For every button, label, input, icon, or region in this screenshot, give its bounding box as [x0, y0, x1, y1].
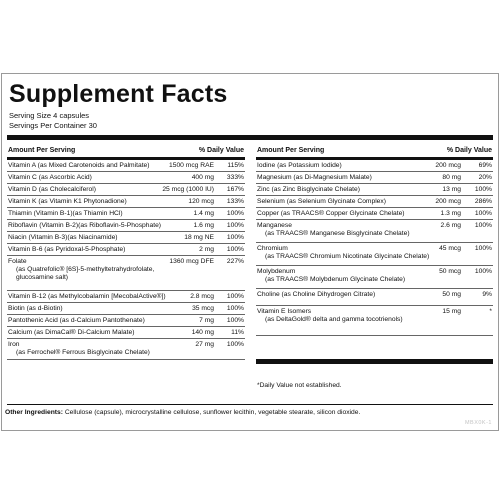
nutrient-daily-value: 100%	[226, 210, 244, 217]
nutrient-amount: 200 mcg	[435, 162, 461, 169]
other-ingredients-label: Other Ingredients:	[5, 409, 63, 416]
nutrient-name: Vitamin D (as Cholecalciferol)	[8, 186, 96, 193]
nutrient-amount: 1360 mcg DFE	[169, 258, 214, 265]
nutrient-row	[256, 208, 493, 220]
nutrient-daily-value: 100%	[226, 317, 244, 324]
nutrient-row	[7, 172, 245, 184]
nutrient-name: Vitamin E Isomers	[257, 308, 312, 315]
nutrient-row	[7, 256, 245, 291]
nutrient-name: Magnesium (as Di-Magnesium Malate)	[257, 174, 372, 181]
nutrient-daily-value: 9%	[482, 291, 492, 298]
daily-value-heading: % Daily Value	[446, 147, 492, 154]
nutrient-source: (as TRAACS® Chromium Nicotinate Glycinate Chelate)	[265, 253, 430, 260]
nutrient-row	[7, 160, 245, 172]
other-ingredients	[5, 409, 360, 416]
nutrient-name: Folate	[8, 258, 27, 265]
nutrient-name: Molybdenum	[257, 268, 296, 275]
nutrient-row	[7, 196, 245, 208]
nutrient-name: Iodine (as Potassium Iodide)	[257, 162, 342, 169]
nutrient-amount: 2 mg	[199, 246, 214, 253]
nutrient-name: Vitamin B-6 (as Pyridoxal-5-Phosphate)	[8, 246, 126, 253]
nutrient-name: Copper (as TRAACS® Copper Glycinate Chelate)	[257, 210, 405, 217]
nutrient-source: (as Quatrefolic® [6S]-5-methyltetrahydrofolate,	[16, 266, 155, 273]
nutrient-row	[256, 160, 493, 172]
nutrient-row	[7, 303, 245, 315]
nutrient-daily-value: 100%	[226, 305, 244, 312]
servings-per-container: Servings Per Container 30	[9, 121, 97, 130]
nutrient-name: Vitamin C (as Ascorbic Acid)	[8, 174, 92, 181]
nutrient-daily-value: 333%	[226, 174, 244, 181]
nutrient-name: Selenium (as Selenium Glycinate Complex)	[257, 198, 386, 205]
nutrient-amount: 120 mcg	[188, 198, 214, 205]
nutrient-amount: 140 mg	[191, 329, 214, 336]
nutrient-name: Iron	[8, 341, 20, 348]
nutrient-amount: 50 mcg	[439, 268, 461, 275]
nutrient-daily-value: 100%	[474, 186, 492, 193]
nutrient-row	[256, 196, 493, 208]
nutrient-daily-value: 100%	[226, 341, 244, 348]
nutrient-name: Chromium	[257, 245, 288, 252]
nutrient-amount: 18 mg NE	[184, 234, 214, 241]
other-ingredients-text: Cellulose (capsule), microcrystalline cellulose, sunflower lecithin, vegetable stearate, silicon dioxide.	[62, 409, 361, 416]
amount-per-serving-heading: Amount Per Serving	[257, 147, 325, 154]
nutrient-row	[7, 208, 245, 220]
panel-title: Supplement Facts	[9, 80, 228, 108]
nutrient-daily-value: 286%	[474, 198, 492, 205]
nutrient-name: Vitamin K (as Vitamin K1 Phytonadione)	[8, 198, 127, 205]
nutrient-amount: 1.3 mg	[440, 210, 461, 217]
nutrient-daily-value: 100%	[474, 210, 492, 217]
nutrient-daily-value: *	[489, 308, 492, 315]
nutrient-row	[7, 327, 245, 339]
nutrient-row	[7, 291, 245, 303]
nutrient-amount: 400 mg	[191, 174, 214, 181]
nutrient-source: (as TRAACS® Manganese Bisglycinate Chelate)	[265, 230, 410, 237]
nutrient-row	[256, 220, 493, 243]
nutrient-row	[7, 339, 245, 360]
nutrient-name: Pantothenic Acid (as d-Calcium Pantothenate)	[8, 317, 145, 324]
nutrient-amount: 200 mcg	[435, 198, 461, 205]
right-black-bar	[256, 359, 493, 364]
nutrient-daily-value: 133%	[226, 198, 244, 205]
nutrient-daily-value: 167%	[226, 186, 244, 193]
serving-size: Serving Size 4 capsules	[9, 111, 90, 120]
nutrient-row	[7, 315, 245, 327]
nutrient-daily-value: 100%	[474, 222, 492, 229]
nutrient-name: Thiamin (Vitamin B-1)(as Thiamin HCl)	[8, 210, 123, 217]
nutrient-amount: 1.6 mg	[193, 222, 214, 229]
nutrient-row	[256, 306, 493, 336]
nutrient-amount: 7 mg	[199, 317, 214, 324]
nutrient-amount: 2.8 mcg	[190, 293, 214, 300]
nutrient-daily-value: 11%	[231, 329, 244, 336]
nutrient-source: (as DeltaGold® delta and gamma tocotrienols)	[265, 316, 403, 323]
nutrient-name: Niacin (Vitamin B-3)(as Niacinamide)	[8, 234, 118, 241]
nutrient-amount: 1500 mcg RAE	[169, 162, 214, 169]
product-code: MBX0K-1	[464, 420, 492, 426]
daily-value-heading: % Daily Value	[198, 147, 244, 154]
nutrient-amount: 45 mcg	[439, 245, 461, 252]
nutrient-row	[7, 244, 245, 256]
nutrient-row	[256, 266, 493, 289]
nutrient-row	[256, 184, 493, 196]
left-column-header	[7, 146, 245, 157]
nutrient-row	[256, 243, 493, 266]
nutrient-name: Choline (as Choline Dihydrogen Citrate)	[257, 291, 376, 298]
nutrient-daily-value: 227%	[226, 258, 244, 265]
nutrient-amount: 1.4 mg	[193, 210, 214, 217]
nutrient-daily-value: 20%	[478, 174, 492, 181]
nutrient-daily-value: 100%	[474, 268, 492, 275]
nutrient-row	[7, 184, 245, 196]
nutrient-amount: 35 mcg	[192, 305, 214, 312]
nutrient-amount: 50 mg	[442, 291, 461, 298]
nutrient-daily-value: 69%	[478, 162, 492, 169]
nutrient-amount: 2.6 mg	[440, 222, 461, 229]
nutrient-name: Manganese	[257, 222, 292, 229]
nutrient-amount: 27 mg	[195, 341, 214, 348]
nutrient-name: Biotin (as d-Biotin)	[8, 305, 63, 312]
nutrient-name: Riboflavin (Vitamin B-2)(as Riboflavin-5-Phosphate)	[8, 222, 162, 229]
nutrient-row	[7, 220, 245, 232]
nutrient-amount: 13 mg	[442, 186, 461, 193]
nutrient-source-continued: glucosamine salt)	[16, 274, 69, 281]
amount-per-serving-heading: Amount Per Serving	[8, 147, 76, 154]
nutrient-name: Vitamin A (as Mixed Carotenoids and Palmitate)	[8, 162, 150, 169]
right-column-header	[256, 146, 493, 157]
top-thick-divider	[7, 135, 493, 140]
nutrient-source: (as TRAACS® Molybdenum Glycinate Chelate)	[265, 276, 406, 283]
nutrient-row	[7, 232, 245, 244]
nutrient-daily-value: 100%	[226, 293, 244, 300]
nutrient-daily-value: 100%	[226, 246, 244, 253]
nutrient-row	[256, 172, 493, 184]
footnote: *Daily Value not established.	[257, 382, 342, 389]
nutrient-name: Calcium (as DimaCal® Di-Calcium Malate)	[8, 329, 135, 336]
nutrient-amount: 15 mg	[442, 308, 461, 315]
nutrient-daily-value: 100%	[474, 245, 492, 252]
bottom-divider	[7, 404, 493, 405]
nutrient-amount: 80 mg	[442, 174, 461, 181]
nutrient-amount: 25 mcg (1000 IU)	[162, 186, 214, 193]
nutrient-source: (as Ferrochel® Ferrous Bisglycinate Chelate)	[16, 349, 150, 356]
nutrient-name: Vitamin B-12 (as Methylcobalamin [MecobalActive®])	[8, 293, 166, 300]
nutrient-name: Zinc (as Zinc Bisglycinate Chelate)	[257, 186, 360, 193]
nutrient-row	[256, 289, 493, 306]
nutrient-daily-value: 100%	[226, 234, 244, 241]
nutrient-daily-value: 115%	[227, 162, 244, 169]
nutrient-daily-value: 100%	[226, 222, 244, 229]
